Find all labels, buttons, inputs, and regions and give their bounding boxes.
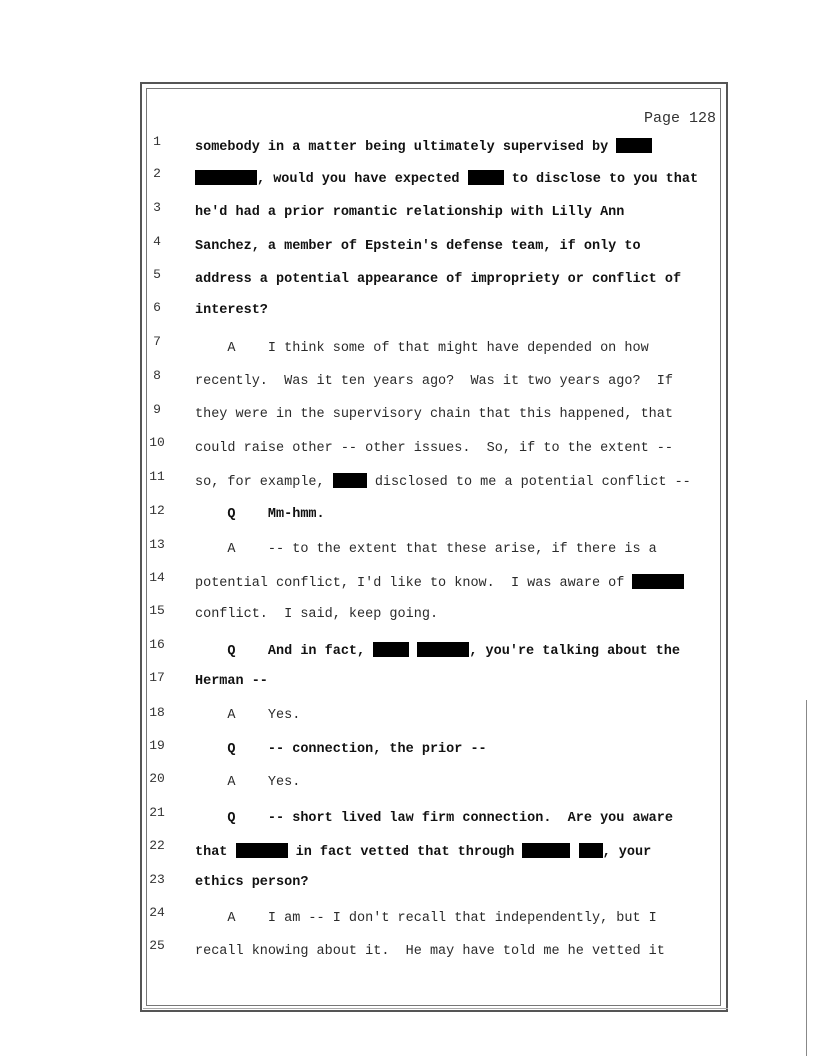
line-number: 16 [149, 637, 165, 652]
transcript-line: potential conflict, I'd like to know. I was aware of [195, 574, 715, 593]
redaction-block [236, 843, 288, 858]
line-number: 25 [149, 938, 165, 953]
transcript-line: A I am -- I don't recall that independently, but I [195, 911, 657, 926]
line-number: 3 [153, 200, 161, 215]
transcript-line: , would you have expected to disclose to you that [195, 170, 715, 189]
transcript-line: Q Mm-hmm. [195, 507, 325, 522]
line-number: 13 [149, 537, 165, 552]
line-number: 23 [149, 872, 165, 887]
transcript-line: A Yes. [195, 775, 301, 790]
margin-rule [806, 700, 807, 1056]
line-number: 19 [149, 738, 165, 753]
transcript-line: he'd had a prior romantic relationship with Lilly Ann [195, 205, 625, 220]
transcript-line: conflict. I said, keep going. [195, 607, 439, 622]
line-number: 2 [153, 166, 161, 181]
redaction-block [616, 138, 652, 153]
redaction-block [579, 843, 603, 858]
redaction-block [195, 170, 257, 185]
transcript-line: interest? [195, 303, 268, 318]
line-number: 14 [149, 570, 165, 585]
line-number: 22 [149, 838, 165, 853]
transcript-line: Q -- connection, the prior -- [195, 742, 487, 757]
transcript-line: A I think some of that might have depended on how [195, 341, 649, 356]
line-number: 4 [153, 234, 161, 249]
page-frame-shadow [143, 1008, 728, 1015]
transcript-line: A Yes. [195, 708, 301, 723]
transcript-line: that in fact vetted that through , your [195, 845, 652, 860]
redaction-block [632, 574, 684, 589]
line-number: 1 [153, 134, 161, 149]
redaction-block [468, 170, 504, 185]
line-number: 17 [149, 670, 165, 685]
transcript-line: address a potential appearance of impropriety or conflict of [195, 272, 682, 287]
line-number: 6 [153, 300, 161, 315]
line-number: 12 [149, 503, 165, 518]
transcript-line: recently. Was it ten years ago? Was it two years ago? If [195, 374, 673, 389]
redaction-block [522, 843, 570, 858]
line-number: 10 [149, 435, 165, 450]
transcript-line: ethics person? [195, 875, 309, 890]
transcript-line: so, for example, disclosed to me a potential conflict -- [195, 475, 691, 490]
redaction-block [333, 473, 367, 488]
transcript-line: somebody in a matter being ultimately supervised by [195, 138, 715, 157]
transcript-line: Herman -- [195, 674, 268, 689]
line-number: 21 [149, 805, 165, 820]
transcript-line: they were in the supervisory chain that this happened, that [195, 407, 673, 422]
transcript-line: Q And in fact, , you're talking about the [195, 644, 680, 659]
line-number: 11 [149, 469, 165, 484]
transcript-line: could raise other -- other issues. So, if to the extent -- [195, 441, 673, 456]
line-number: 24 [149, 905, 165, 920]
redaction-block [417, 642, 469, 657]
line-number: 15 [149, 603, 165, 618]
line-number: 7 [153, 334, 161, 349]
transcript-line: A -- to the extent that these arise, if there is a [195, 542, 657, 557]
line-number: 5 [153, 267, 161, 282]
line-number: 20 [149, 771, 165, 786]
transcript-line: Q -- short lived law firm connection. Are you aware [195, 811, 673, 826]
page-number: Page 128 [643, 110, 716, 127]
line-number: 9 [153, 402, 161, 417]
transcript-line: Sanchez, a member of Epstein's defense team, if only to [195, 239, 641, 254]
transcript-line: recall knowing about it. He may have told me he vetted it [195, 944, 665, 959]
line-number: 8 [153, 368, 161, 383]
redaction-block [373, 642, 409, 657]
line-number: 18 [149, 705, 165, 720]
